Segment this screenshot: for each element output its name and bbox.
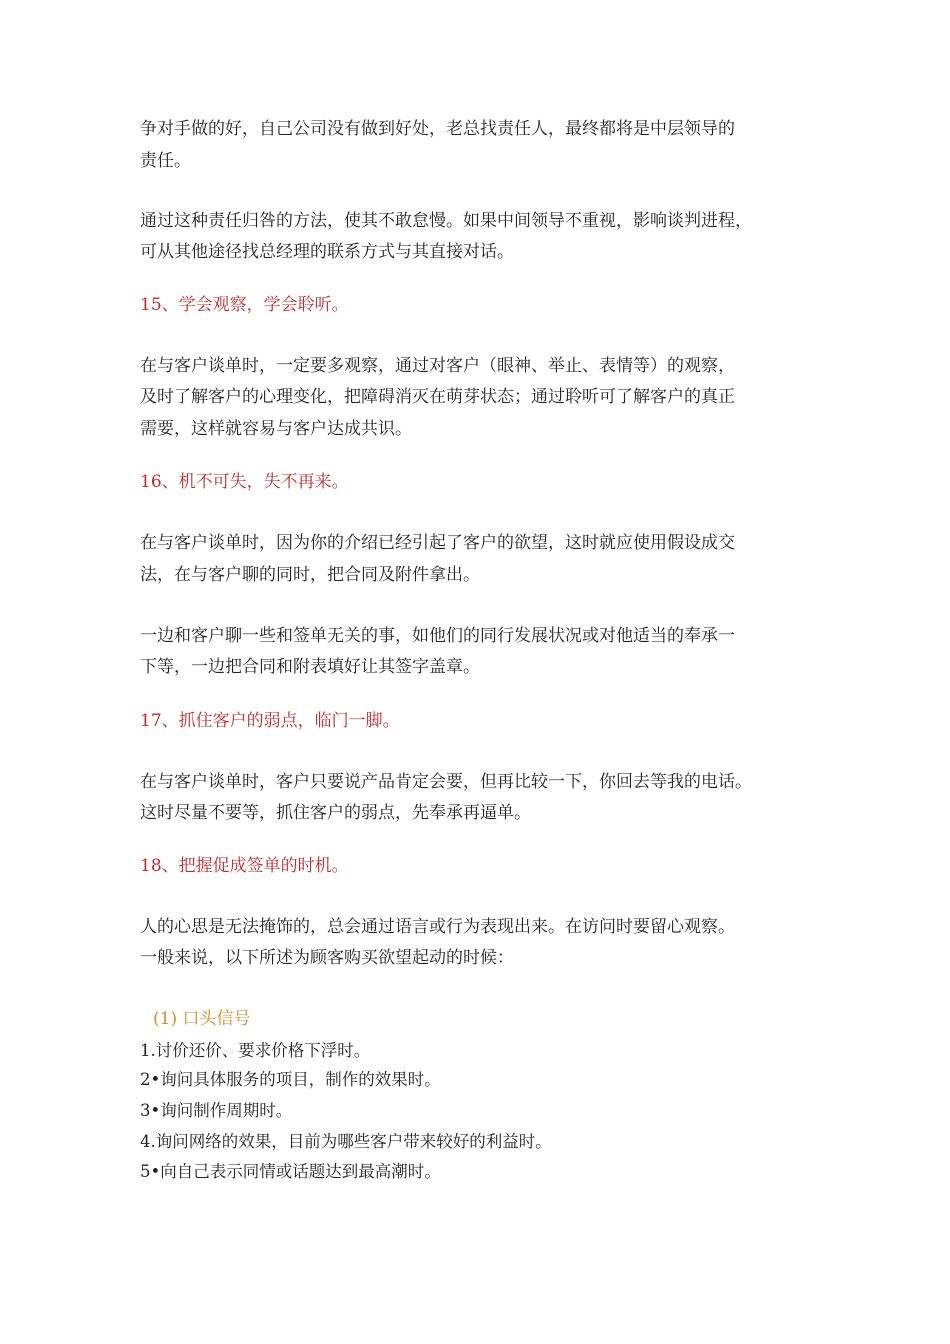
paragraph-line: 通过这种责任归咎的方法，使其不敢怠慢。如果中间领导不重视，影响谈判进程，	[140, 211, 752, 231]
list-item: 2•询问具体服务的项目，制作的效果时。	[140, 1070, 441, 1089]
paragraph-line: 在与客户谈单时，因为你的介绍已经引起了客户的欲望，这时就应使用假设成交	[140, 533, 735, 553]
section-heading-16: 16、机不可失，失不再来。	[140, 472, 349, 492]
section-heading-18: 18、把握促成签单的时机。	[140, 856, 349, 876]
section-heading-15: 15、学会观察，学会聆听。	[140, 295, 349, 315]
list-item: 1.讨价还价、要求价格下浮时。	[140, 1041, 371, 1060]
paragraph-line: 可从其他途径找总经理的联系方式与其直接对话。	[140, 242, 514, 262]
list-item: 3•询问制作周期时。	[140, 1101, 293, 1120]
paragraph-line: 下等，一边把合同和附表填好让其签字盖章。	[140, 657, 480, 677]
paragraph-line: 责任。	[140, 151, 191, 171]
paragraph-line: 及时了解客户的心理变化，把障碍消灭在萌芽状态；通过聆听可了解客户的真正	[140, 387, 735, 407]
paragraph-line: 一边和客户聊一些和签单无关的事，如他们的同行发展状况或对他适当的奉承一	[140, 626, 735, 646]
paragraph-line: 在与客户谈单时，一定要多观察，通过对客户（眼神、举止、表情等）的观察，	[140, 356, 735, 376]
paragraph-line: 一般来说，以下所述为顾客购买欲望起动的时候：	[140, 948, 514, 968]
section-heading-17: 17、抓住客户的弱点，临门一脚。	[140, 711, 400, 731]
paragraph-line: 这时尽量不要等，抓住客户的弱点，先奉承再逼单。	[140, 803, 531, 823]
list-item: 4.询问网络的效果，目前为哪些客户带来较好的利益时。	[140, 1132, 552, 1151]
paragraph-line: 人的心思是无法掩饰的，总会通过语言或行为表现出来。在访问时要留心观察。	[140, 917, 735, 937]
paragraph-line: 需要，这样就容易与客户达成共识。	[140, 419, 412, 439]
paragraph-line: 法，在与客户聊的同时，把合同及附件拿出。	[140, 565, 480, 585]
sub-heading-verbal-signals: (1) 口头信号	[153, 1009, 251, 1029]
paragraph-line: 在与客户谈单时，客户只要说产品肯定会要，但再比较一下，你回去等我的电话。	[140, 772, 752, 792]
list-item: 5•向自己表示同情或话题达到最高潮时。	[140, 1162, 441, 1181]
paragraph-line: 争对手做的好，自己公司没有做到好处，老总找责任人，最终都将是中层领导的	[140, 119, 735, 139]
